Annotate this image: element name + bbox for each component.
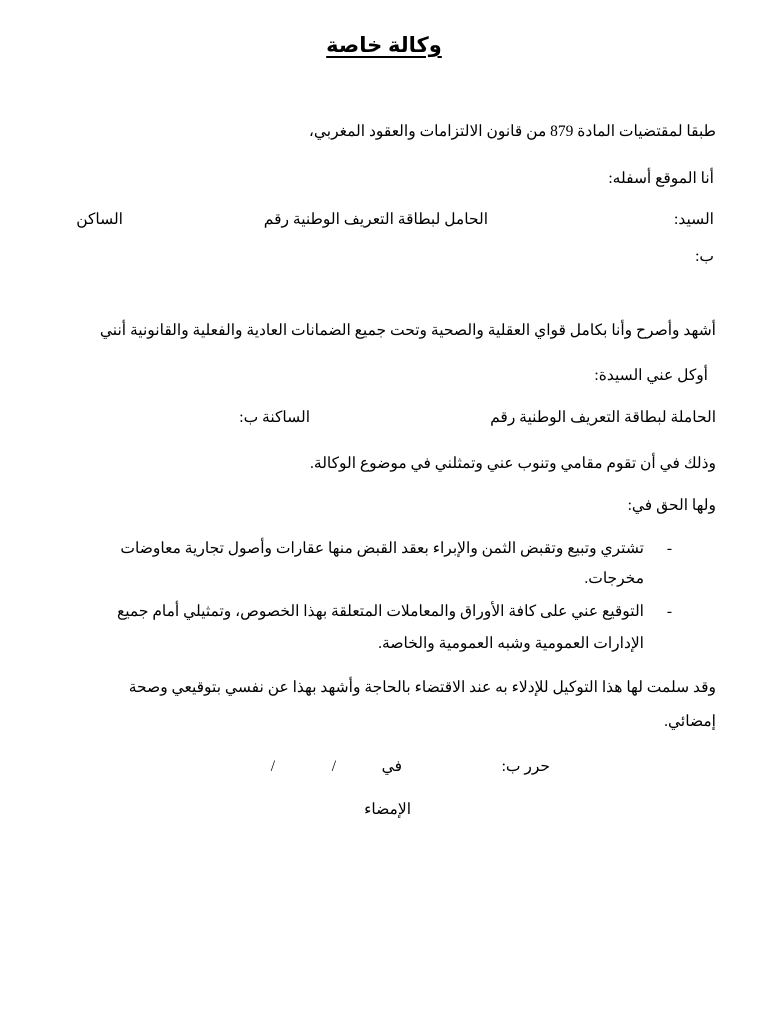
purpose-line: وذلك في أن تقوم مقامي وتنوب عني وتمثلني في موضوع الوكالة.: [310, 455, 716, 472]
appoint-line: أوكل عني السيدة:: [594, 367, 708, 384]
closing-line-2: إمضائي.: [664, 713, 716, 730]
bullet-marker-1: -: [666, 540, 672, 557]
bullet-1-line-2: مخرجات.: [584, 570, 644, 587]
bullet-2-line-2: الإدارات العمومية وشبه العمومية والخاصة.: [378, 635, 644, 652]
date-separator-1: /: [331, 758, 336, 775]
principal-at-label: ب:: [695, 248, 714, 265]
bullet-marker-2: -: [666, 603, 672, 620]
declaration-line: أشهد وأصرح وأنا بكامل قواي العقلية والصحية وتحت جميع الضمانات العادية والفعلية والقانونية أنني: [99, 322, 716, 339]
date-on-label: في: [381, 758, 402, 775]
intro-line: طبقا لمقتضيات المادة 879 من قانون الالتزامات والعقود المغربي،: [308, 123, 716, 140]
date-separator-2: /: [270, 758, 275, 775]
signature-label: الإمضاء: [364, 801, 411, 818]
agent-id-label: الحاملة لبطاقة التعريف الوطنية رقم: [490, 409, 716, 426]
principal-sayyid-label: السيد:: [674, 211, 714, 228]
undersigned-line: أنا الموقع أسفله:: [608, 170, 714, 187]
principal-id-label: الحامل لبطاقة التعريف الوطنية رقم: [263, 211, 488, 228]
bullet-2-line-1: التوقيع عني على كافة الأوراق والمعاملات المتعلقة بهذا الخصوص، وتمثيلي أمام جميع: [116, 603, 644, 620]
principal-resident-label: الساكن: [76, 211, 123, 228]
closing-line-1: وقد سلمت لها هذا التوكيل للإدلاء به عند الاقتضاء بالحاجة وأشهد بهذا عن نفسي بتوقيعي وصحة: [128, 679, 716, 696]
drafted-at-label: حرر ب:: [501, 758, 550, 775]
document-title: وكالة خاصة: [326, 34, 442, 57]
rights-heading: ولها الحق في:: [627, 497, 716, 514]
bullet-1-line-1: تشتري وتبيع وتقبض الثمن والإبراء بعقد القبض منها عقارات وأصول تجارية معاوضات: [120, 540, 644, 557]
agent-resident-label: الساكنة ب:: [239, 409, 310, 426]
